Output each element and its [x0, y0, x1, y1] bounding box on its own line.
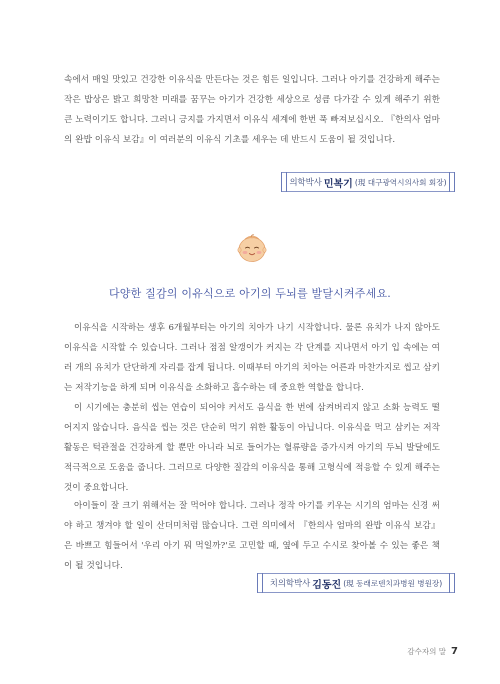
signature-name: 김동진 [312, 579, 342, 591]
signature-min-bokgi [281, 172, 455, 192]
teeth-paragraph: 이유식을 시작하는 생후 6개월부터는 아기의 치아가 나기 시작합니다. 물론 유치가 나지 않아도 이유식을 시작할 수 있습니다. 그러나 점점 알갱이가 커지는 각 단계를 지나면서 아기 입 속에는 여러 개의 유치가 단단하게 자리를 잡게 됩니다. 이때부터 아기의 치아는 어른과 마찬가지로 씹고 삼키는 저작기능을 하게 되며 이유식을 소화하고 흡수하는 데 중요한 역할을 합니다. [64, 323, 440, 393]
closing-paragraph: 아이들이 잘 크기 위해서는 잘 먹어야 합니다. 그러나 정작 아기를 키우는 시기의 엄마는 신경 써야 하고 챙겨야 할 일이 산더미처럼 많습니다. 그런 의미에서 『한의사 엄마의 완밥 이유식 보감』은 바쁘고 힘들어서 '우리 아기 뭐 먹일까?'로 고민할 때, 옆에 두고 수시로 찾아볼 수 있는 좋은 책이 될 것입니다. [64, 501, 440, 571]
page-footer [407, 646, 458, 657]
page-number: 7 [451, 646, 458, 657]
intro-paragraph: 속에서 매일 맛있고 건강한 이유식을 만든다는 것은 힘든 일입니다. 그러나 아기를 건강하게 해주는 작은 밥상은 밝고 희망찬 미래를 꿈꾸는 아기가 건강한 세상으로 성큼 다가갈 수 있게 해주기 위한 큰 노력이기도 합니다. 그러니 긍지를 가지면서 이유식 세계에 한번 푹 빠져보십시오. 『한의사 엄마의 완밥 이유식 보감』이 여러분의 이유식 기초를 세우는 데 반드시 도움이 될 것입니다. [64, 75, 440, 145]
signature-kim-dongjin [257, 573, 455, 593]
signature-name: 민복기 [323, 178, 353, 190]
signature-title: 의학박사 [289, 177, 322, 187]
signature-affiliation: (現 대구광역시의사회 회장) [354, 177, 447, 187]
signature-title: 치의학박사 [269, 578, 311, 588]
smiling-baby-face-icon [236, 232, 268, 264]
chewing-paragraph: 이 시기에는 충분히 씹는 연습이 되어야 커서도 음식을 한 번에 삼켜버리지 않고 소화 능력도 떨어지지 않습니다. 음식을 씹는 것은 단순히 먹기 위한 활동이 아닙니다. 이유식을 먹고 삼키는 저작 활동은 턱관절을 건강하게 할 뿐만 아니라 뇌로 들어가는 혈류량을 증가시켜 아기의 두뇌 발달에도 적극적으로 도움을 줍니다. 그러므로 다양한 질감의 이유식을 통해 고형식에 적응할 수 있게 해주는 것이 중요합니다. [64, 403, 440, 493]
section-heading: 다양한 질감의 이유식으로 아기의 두뇌를 발달시켜주세요. [108, 287, 391, 300]
footer-section-label: 감수자의 말 [407, 647, 447, 656]
signature-affiliation: (現 동래로덴치과병원 병원장) [343, 578, 443, 588]
